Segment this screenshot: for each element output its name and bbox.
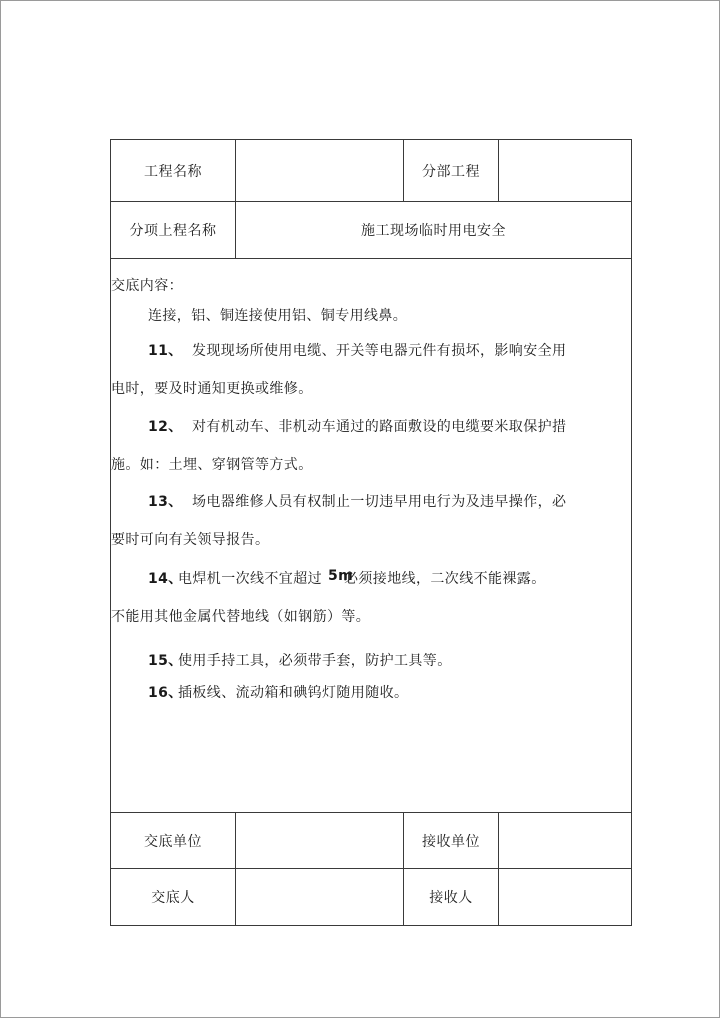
item-number: 11、 <box>148 343 183 359</box>
division-field[interactable] <box>499 140 631 201</box>
sender-unit-field[interactable] <box>236 813 403 868</box>
content-line: 插板线、流动箱和碘钨灯随用随收。 <box>178 685 409 701</box>
item-number: 16、 <box>148 685 183 701</box>
receiver-field[interactable] <box>499 869 631 925</box>
content-line: 电时，要及时通知更换或维修。 <box>111 381 313 397</box>
subitem-field[interactable]: 施工现场临时用电安全 <box>361 223 506 239</box>
content-line: 施。如：土埋、穿钢管等方式。 <box>111 457 313 473</box>
item-number: 13、 <box>148 494 183 510</box>
content-line: 必须接地线，二次线不能裸露。 <box>344 571 546 587</box>
item-number: 12、 <box>148 419 183 435</box>
content-line: 场电器维修人员有权制止一切违早用电行为及违早操作，必 <box>192 494 567 510</box>
content-line: 不能用其他金属代替地线（如钢筋）等。 <box>111 609 371 625</box>
item-number: 15、 <box>148 653 183 669</box>
content-line: 要时可向有关领导报告。 <box>111 532 270 548</box>
division-label: 分部工程 <box>422 163 480 180</box>
receiver-unit-field[interactable] <box>499 813 631 868</box>
content-line: 连接，铝、铜连接使用铝、铜专用线鼻。 <box>148 308 408 324</box>
inline-value: 5m <box>328 568 354 584</box>
content-line: 电焊机一次线不宜超过 <box>178 571 322 587</box>
content-line: 使用手持工具，必须带手套，防护工具等。 <box>178 653 452 669</box>
receiver-label: 接收人 <box>429 890 473 906</box>
receiver-unit-label: 接收单位 <box>422 833 480 850</box>
content-line: 发现现场所使用电缆、开关等电器元件有损坏，影响安全用 <box>192 343 567 359</box>
project-name-label: 工程名称 <box>144 163 202 180</box>
project-name-field[interactable] <box>236 140 403 201</box>
sender-field[interactable] <box>236 869 403 925</box>
row-divider-2 <box>110 258 632 259</box>
table-border-bottom <box>110 925 632 926</box>
content-line: 对有机动车、非机动车通过的路面敷设的电缆要米取保护措 <box>192 419 567 435</box>
content-title: 交底内容： <box>111 278 183 294</box>
sender-label: 交底人 <box>151 890 195 906</box>
table-border-right <box>631 139 632 926</box>
item-number: 14、 <box>148 571 183 587</box>
subitem-label: 分项上程名称 <box>129 223 217 239</box>
sender-unit-label: 交底单位 <box>144 833 202 850</box>
